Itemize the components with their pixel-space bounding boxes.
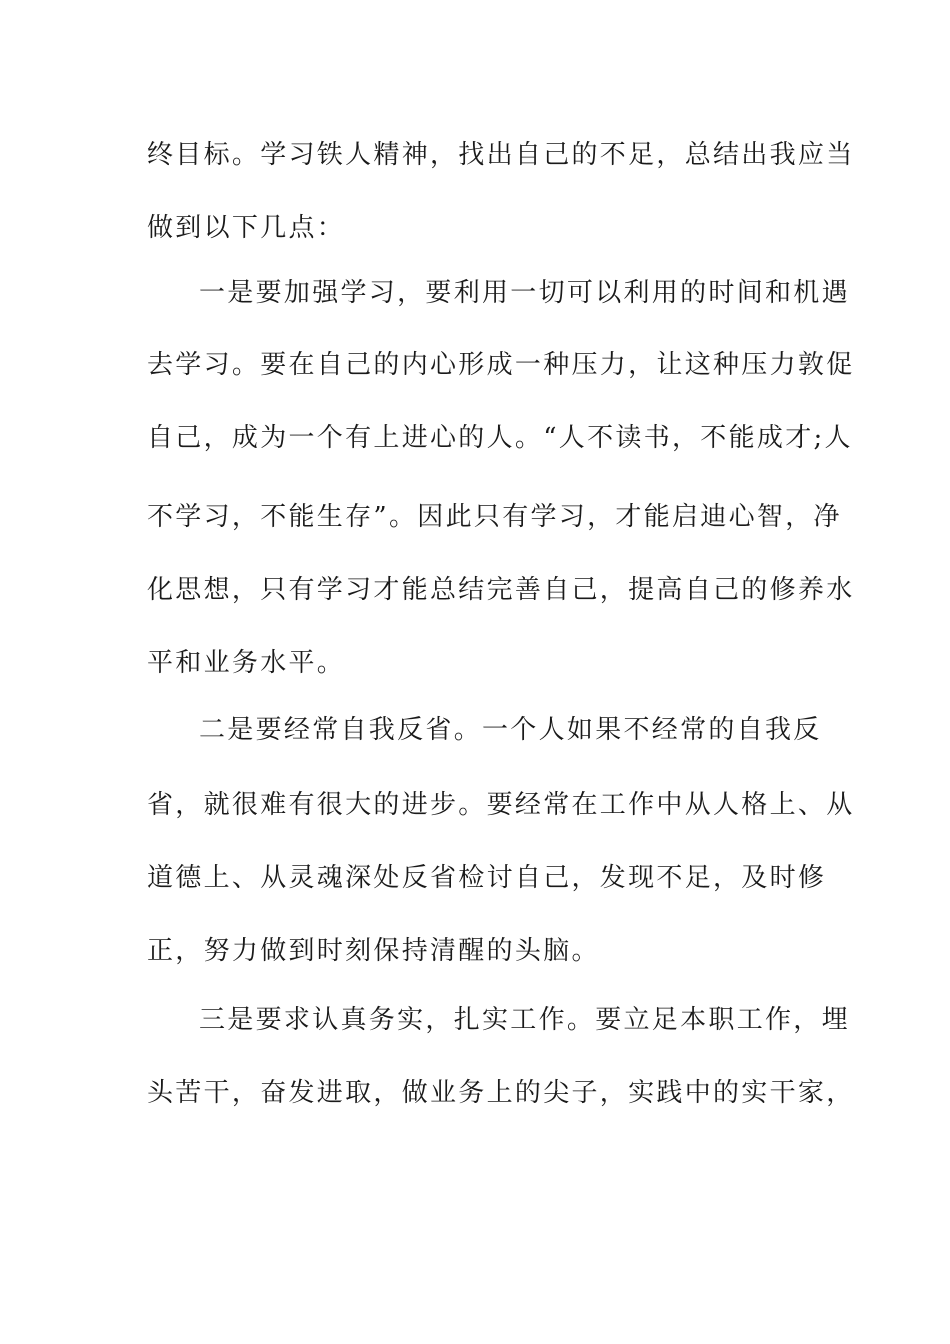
text-line: 自己，成为一个有上进心的人。“人不读书，不能成才;人: [147, 423, 853, 453]
text-line: 平和业务水平。: [147, 648, 346, 678]
text-line: 正，努力做到时刻保持清醒的头脑。: [147, 936, 600, 966]
paragraph-3-start: 三是要求认真务实，扎实工作。要立足本职工作，埋: [199, 1005, 850, 1035]
text-line: 做到以下几点：: [147, 213, 346, 243]
text-line: 去学习。要在自己的内心形成一种压力，让这种压力敦促: [147, 350, 855, 380]
text-line: 不学习，不能生存”。因此只有学习，才能启迪心智，净: [147, 502, 842, 532]
text-line: 省，就很难有很大的进步。要经常在工作中从人格上、从: [147, 790, 855, 820]
text-line: 道德上、从灵魂深处反省检讨自己，发现不足，及时修: [147, 863, 827, 893]
paragraph-2-start: 二是要经常自我反省。一个人如果不经常的自我反: [199, 715, 822, 745]
paragraph-1-start: 一是要加强学习，要利用一切可以利用的时间和机遇: [199, 278, 850, 308]
text-line: 化思想，只有学习才能总结完善自己，提高自己的修养水: [147, 575, 855, 605]
text-line: 头苦干，奋发进取，做业务上的尖子，实践中的实干家，: [147, 1078, 855, 1108]
text-line: 终目标。学习铁人精神，找出自己的不足，总结出我应当: [147, 140, 855, 170]
